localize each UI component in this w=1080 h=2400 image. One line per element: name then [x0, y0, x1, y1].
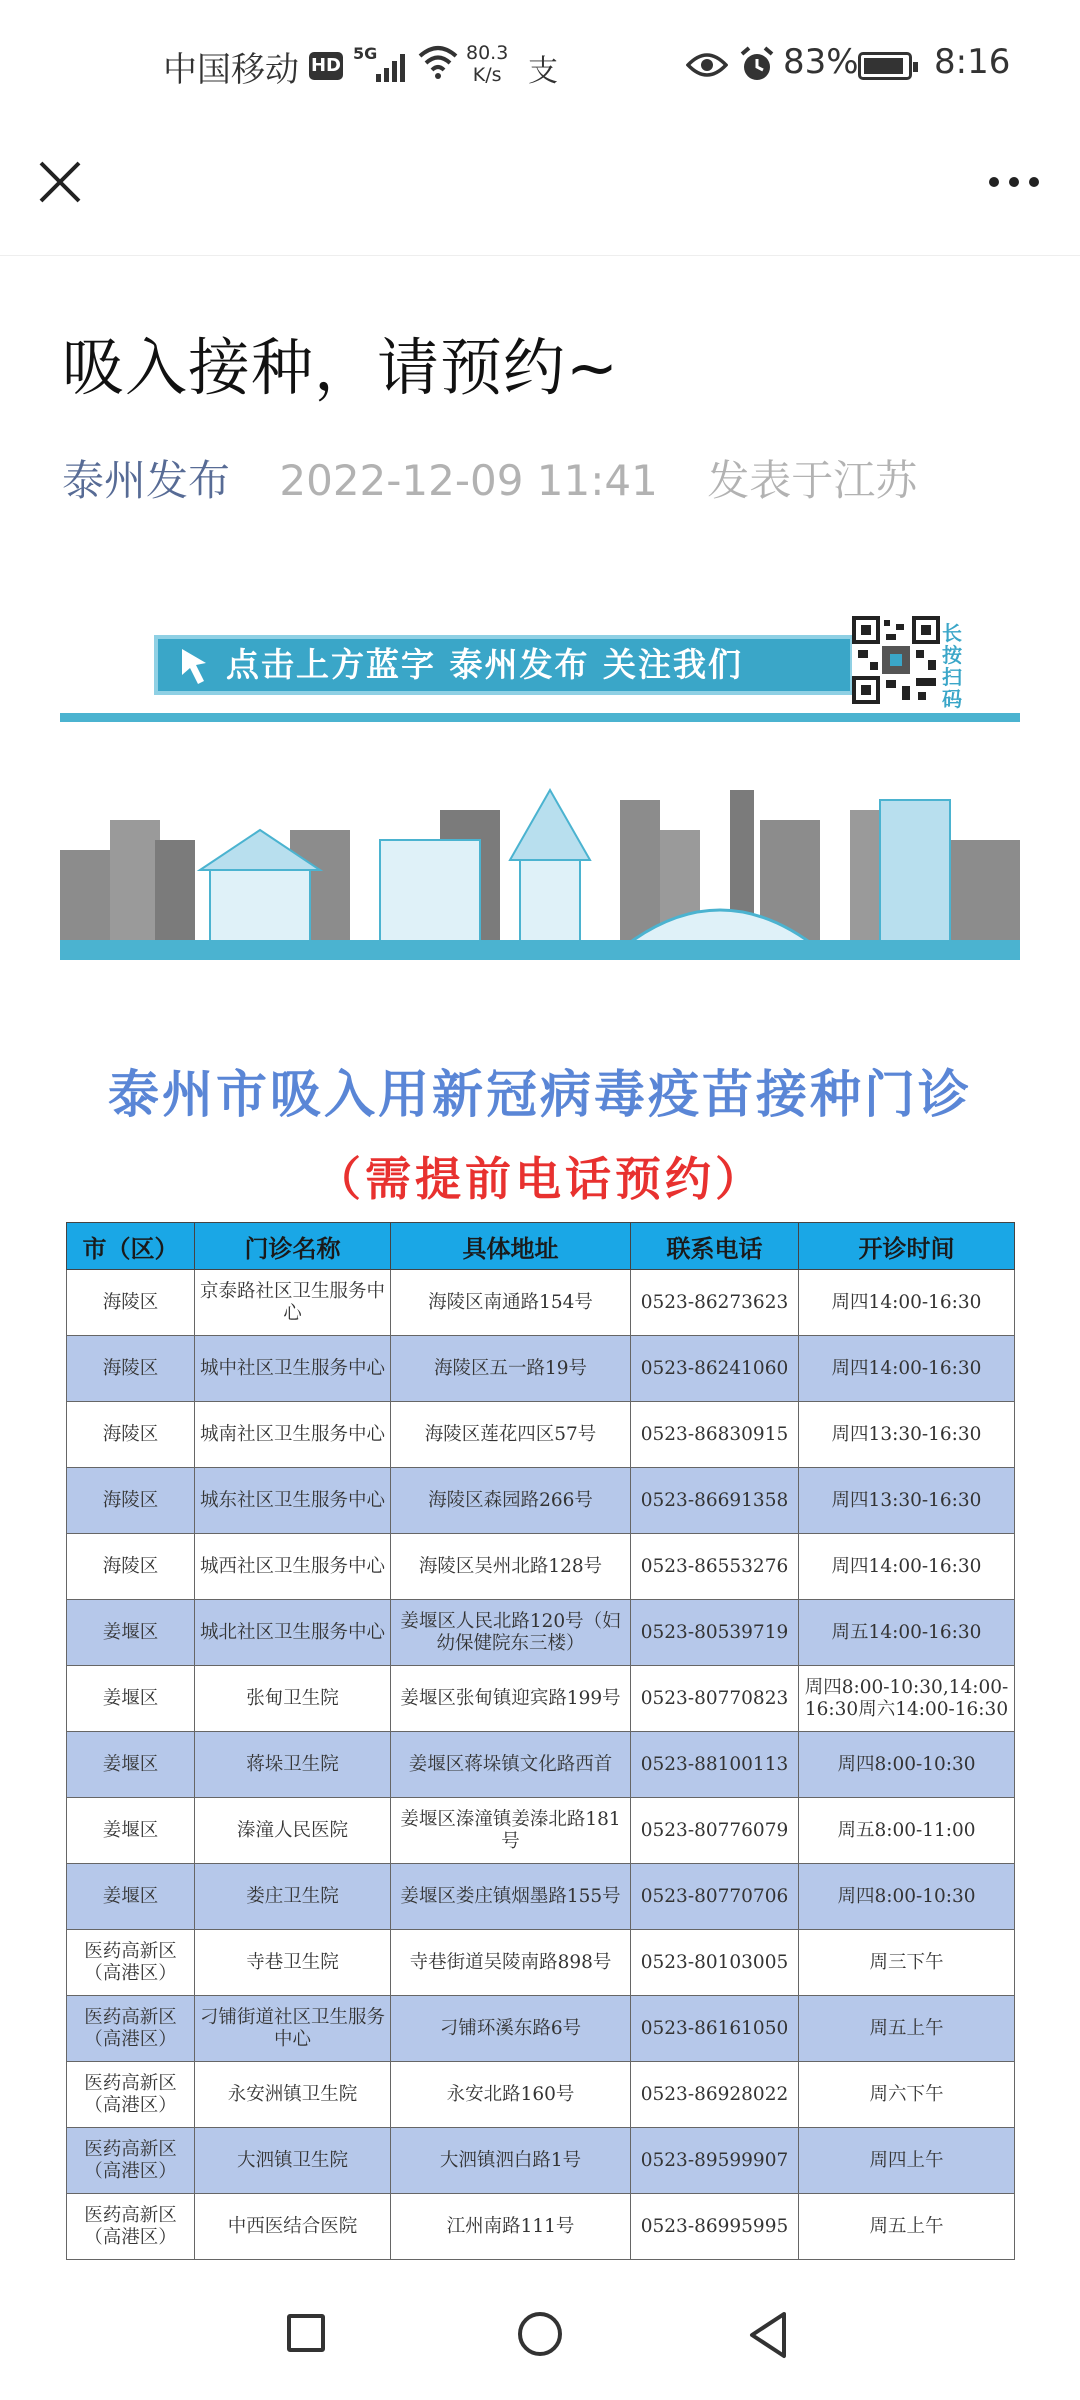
cell-district: 姜堰区 [67, 1732, 195, 1798]
cell-clinic-name: 溱潼人民医院 [195, 1798, 391, 1864]
speed-value: 80.3 [466, 42, 509, 64]
publish-location: 发表于江苏 [707, 456, 918, 505]
cell-address: 海陵区五一路19号 [391, 1336, 631, 1402]
cell-district: 海陵区 [67, 1336, 195, 1402]
cell-phone: 0523-80539719 [631, 1600, 799, 1666]
table-row [67, 2194, 1015, 2260]
cell-address: 寺巷街道吴陵南路898号 [391, 1930, 631, 1996]
hd-icon: HD [309, 52, 343, 80]
table-row [67, 1666, 1015, 1732]
cell-district: 海陵区 [67, 1270, 195, 1336]
carrier-label: 中国移动 [163, 50, 299, 90]
cell-phone: 0523-80776079 [631, 1798, 799, 1864]
cell-clinic-name: 娄庄卫生院 [195, 1864, 391, 1930]
cell-clinic-name: 中西医结合医院 [195, 2194, 391, 2260]
alipay-icon: 支 [528, 54, 558, 89]
cell-district: 医药高新区（高港区） [67, 2128, 195, 2194]
cell-clinic-name: 城东社区卫生服务中心 [195, 1468, 391, 1534]
cell-clinic-name: 城南社区卫生服务中心 [195, 1402, 391, 1468]
cell-phone: 0523-88100113 [631, 1732, 799, 1798]
cell-clinic-name: 城北社区卫生服务中心 [195, 1600, 391, 1666]
alarm-icon [738, 46, 776, 84]
cell-phone: 0523-86161050 [631, 1996, 799, 2062]
signal-icon [376, 52, 408, 82]
more-icon[interactable] [986, 172, 1042, 192]
close-icon[interactable] [38, 160, 82, 204]
cell-phone: 0523-80770823 [631, 1666, 799, 1732]
cell-hours: 周四14:00-16:30 [799, 1270, 1015, 1336]
cell-hours: 周四14:00-16:30 [799, 1534, 1015, 1600]
top-nav [0, 130, 1080, 256]
cell-district: 海陵区 [67, 1468, 195, 1534]
status-bar [0, 0, 1080, 130]
cell-district: 姜堰区 [67, 1798, 195, 1864]
table-row [67, 2062, 1015, 2128]
cell-hours: 周五上午 [799, 2194, 1015, 2260]
header-phone: 联系电话 [631, 1223, 799, 1270]
cell-hours: 周四8:00-10:30,14:00-16:30周六14:00-16:30 [799, 1666, 1015, 1732]
author-link[interactable]: 泰州发布 [62, 456, 231, 505]
cell-address: 刁铺环溪东路6号 [391, 1996, 631, 2062]
cell-hours: 周四13:30-16:30 [799, 1402, 1015, 1468]
table-header-row [67, 1223, 1015, 1270]
cell-phone: 0523-86273623 [631, 1270, 799, 1336]
table-subtitle: （需提前电话预约） [315, 1152, 765, 1206]
cell-clinic-name: 大泗镇卫生院 [195, 2128, 391, 2194]
cell-phone: 0523-86928022 [631, 2062, 799, 2128]
cell-hours: 周五8:00-11:00 [799, 1798, 1015, 1864]
network-type: 5G [353, 44, 378, 63]
cell-clinic-name: 寺巷卫生院 [195, 1930, 391, 1996]
cell-hours: 周五上午 [799, 1996, 1015, 2062]
cell-phone: 0523-86691358 [631, 1468, 799, 1534]
qr-code-icon[interactable] [852, 616, 940, 704]
clinic-table [66, 1222, 1015, 2260]
eye-icon [686, 50, 728, 80]
cell-clinic-name: 城中社区卫生服务中心 [195, 1336, 391, 1402]
cell-hours: 周四13:30-16:30 [799, 1468, 1015, 1534]
header-address: 具体地址 [391, 1223, 631, 1270]
cell-district: 医药高新区（高港区） [67, 1996, 195, 2062]
cell-hours: 周四8:00-10:30 [799, 1864, 1015, 1930]
net-speed [466, 42, 508, 86]
qr-caption: 长按扫码 [942, 621, 962, 711]
header-district: 市（区） [67, 1223, 195, 1270]
cursor-arrow-icon [176, 647, 212, 687]
cell-hours: 周三下午 [799, 1930, 1015, 1996]
cell-address: 姜堰区娄庄镇烟墨路155号 [391, 1864, 631, 1930]
cell-clinic-name: 京泰路社区卫生服务中心 [195, 1270, 391, 1336]
header-clinic-name: 门诊名称 [195, 1223, 391, 1270]
cell-clinic-name: 蒋垛卫生院 [195, 1732, 391, 1798]
clock: 8:16 [934, 42, 1011, 82]
cell-district: 医药高新区（高港区） [67, 2194, 195, 2260]
publish-date: 2022-12-09 11:41 [279, 456, 658, 505]
cell-clinic-name: 刁铺街道社区卫生服务中心 [195, 1996, 391, 2062]
cell-address: 海陵区吴州北路128号 [391, 1534, 631, 1600]
cell-address: 姜堰区张甸镇迎宾路199号 [391, 1666, 631, 1732]
table-row [67, 1336, 1015, 1402]
cell-phone: 0523-86830915 [631, 1402, 799, 1468]
cell-hours: 周五14:00-16:30 [799, 1600, 1015, 1666]
follow-text: 点击上方蓝字 泰州发布 关注我们 [226, 645, 743, 684]
cell-phone: 0523-80103005 [631, 1930, 799, 1996]
cell-hours: 周四上午 [799, 2128, 1015, 2194]
table-row [67, 1864, 1015, 1930]
follow-banner [60, 600, 1020, 960]
cell-district: 医药高新区（高港区） [67, 2062, 195, 2128]
table-title: 泰州市吸入用新冠病毒疫苗接种门诊 [107, 1066, 972, 1125]
header-hours: 开诊时间 [799, 1223, 1015, 1270]
cell-address: 江州南路111号 [391, 2194, 631, 2260]
table-row [67, 1798, 1015, 1864]
cell-address: 姜堰区溱潼镇姜溱北路181号 [391, 1798, 631, 1864]
banner-divider [60, 713, 1020, 722]
cell-district: 姜堰区 [67, 1864, 195, 1930]
city-skyline-illustration [60, 780, 1020, 960]
cell-address: 永安北路160号 [391, 2062, 631, 2128]
cell-hours: 周六下午 [799, 2062, 1015, 2128]
cell-district: 姜堰区 [67, 1600, 195, 1666]
cell-address: 大泗镇泗白路1号 [391, 2128, 631, 2194]
cell-phone: 0523-89599907 [631, 2128, 799, 2194]
square-icon[interactable] [287, 2314, 325, 2352]
table-row [67, 1996, 1015, 2062]
cell-phone: 0523-86553276 [631, 1534, 799, 1600]
cell-clinic-name: 城西社区卫生服务中心 [195, 1534, 391, 1600]
cell-clinic-name: 张甸卫生院 [195, 1666, 391, 1732]
table-row [67, 2128, 1015, 2194]
cell-phone: 0523-80770706 [631, 1864, 799, 1930]
cell-address: 海陵区莲花四区57号 [391, 1402, 631, 1468]
cell-hours: 周四8:00-10:30 [799, 1732, 1015, 1798]
cell-phone: 0523-86995995 [631, 2194, 799, 2260]
cell-address: 姜堰区人民北路120号（妇幼保健院东三楼） [391, 1600, 631, 1666]
wifi-icon [418, 44, 458, 80]
table-row [67, 1930, 1015, 1996]
cell-phone: 0523-86241060 [631, 1336, 799, 1402]
triangle-back-icon[interactable] [746, 2310, 790, 2360]
table-row [67, 1270, 1015, 1336]
cell-district: 医药高新区（高港区） [67, 1930, 195, 1996]
cell-district: 姜堰区 [67, 1666, 195, 1732]
article-title: 吸入接种，请预约~ [62, 331, 619, 404]
table-row [67, 1402, 1015, 1468]
system-nav-bar [0, 2272, 1080, 2400]
battery-icon [858, 52, 912, 80]
follow-bar[interactable] [154, 635, 854, 695]
cell-address: 海陵区森园路266号 [391, 1468, 631, 1534]
table-row [67, 1534, 1015, 1600]
cell-address: 姜堰区蒋垛镇文化路西首 [391, 1732, 631, 1798]
speed-unit: K/s [472, 64, 502, 86]
table-row [67, 1468, 1015, 1534]
article-meta [62, 448, 917, 508]
cell-district: 海陵区 [67, 1402, 195, 1468]
table-row [67, 1732, 1015, 1798]
circle-icon[interactable] [518, 2312, 562, 2356]
cell-district: 海陵区 [67, 1534, 195, 1600]
battery-percent: 83% [783, 42, 859, 82]
table-row [67, 1600, 1015, 1666]
cell-address: 海陵区南通路154号 [391, 1270, 631, 1336]
cell-hours: 周四14:00-16:30 [799, 1336, 1015, 1402]
cell-clinic-name: 永安洲镇卫生院 [195, 2062, 391, 2128]
